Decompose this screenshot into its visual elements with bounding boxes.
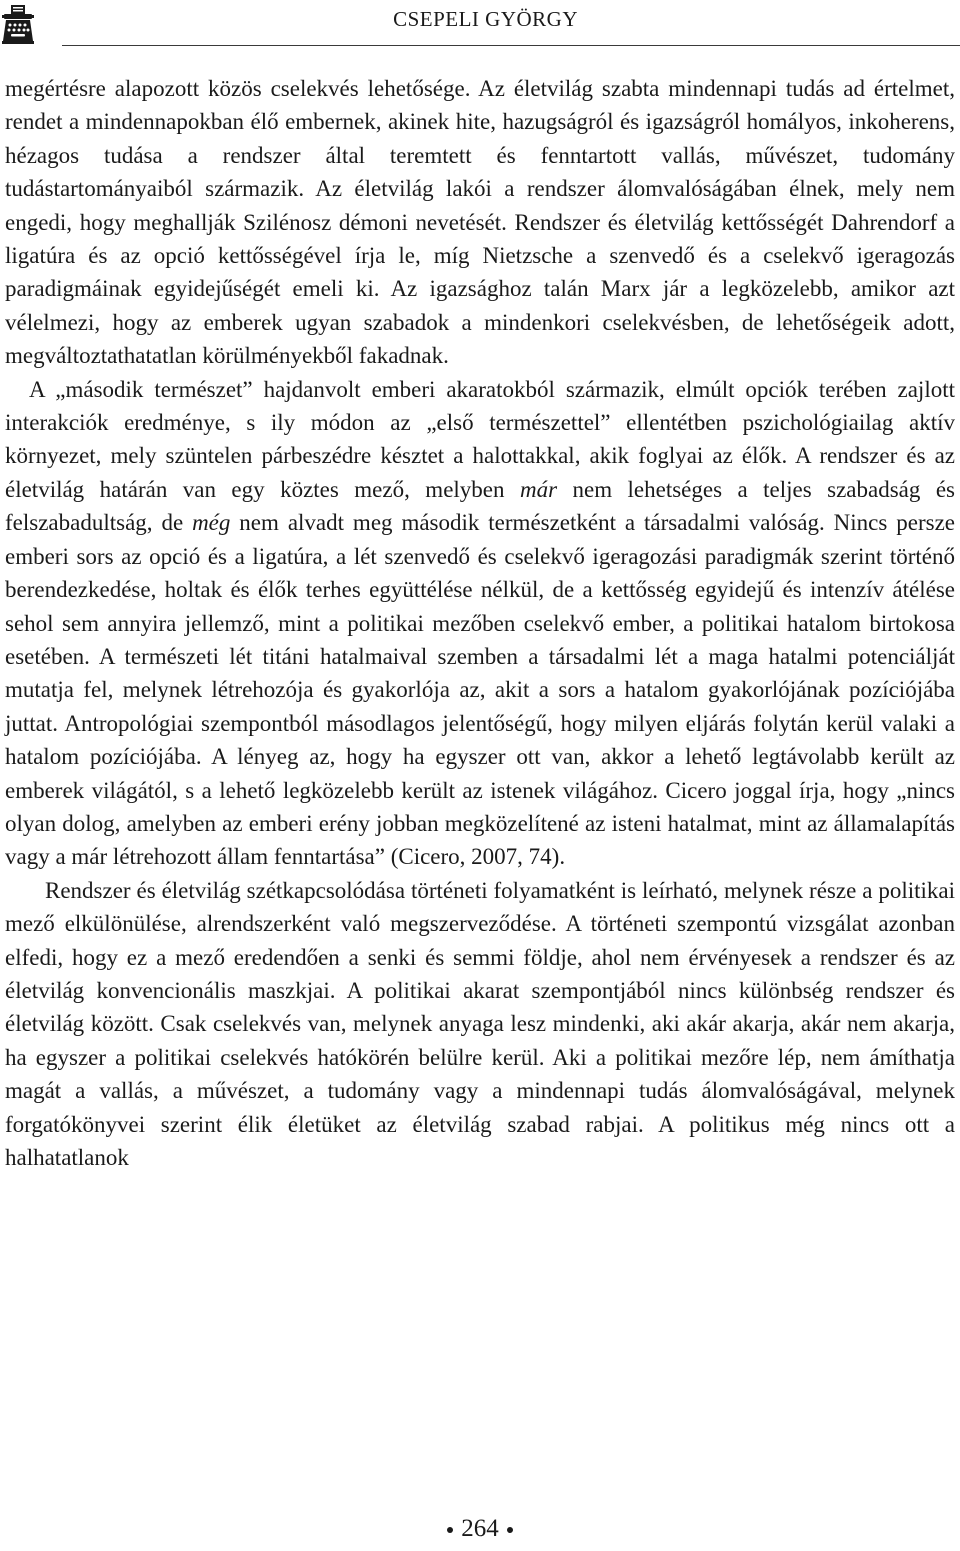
italic-text: még [192, 510, 231, 536]
text-segment: nem alvadt meg második természetként a társadalmi valóság. Nincs persze emberi sors az opció és a ligatúra, a lét szenvedő és cselekvő igeragozási paradigmák szerint történő berendezkedése, holtak és élők terhes együttélése nélkül, de a kettősség egyidejű és intenzív átélése sehol sem annyira jellemző, mint a politikai mezőben cselekvő ember, a politikai hatalom birtokosa esetében. A természeti lét titáni hatalmaival szemben a társadalmi lét a maga hatalmi potenciálját mutatja fel, melynek létrehozója és gyakorlója az, akit a sors a hatalom gyakorlójának pozíciójába juttat. Antropológiai szempontból másodlagos jelentőségű, hogy milyen eljárás folytán kerül valaki a hatalom pozíciójába. A lényeg az, hogy ha egyszer ott van, akkor a lehető legtávolabb került az emberek világától, s a lehető legközelebb került az istenek világához. Cicero joggal írja, hogy „nincs olyan dolog, amelyben az emberi erény jobban megközelítené az isteni hatalmat, mint az államalapítás vagy a már létrehozott állam fenntartása” (Cicero, 2007, 74). [5, 510, 955, 870]
bullet-right [507, 1527, 513, 1533]
text-segment: megértésre alapozott közös cselekvés lehetősége. Az életvilág szabta mindennapi tudás ad értelmet, rendet a mindennapokban élő embernek, akinek hite, hazugságról és igazságról homályos, inkoherens, hézagos tudása a rendszer által teremtett és fenntartott vallás, művészet, tudomány tudástartományaiból származik. Az életvilág lakói a rendszer álomvalóságában élnek, mely nem engedi, hogy meghallják Szilénosz démoni nevetését. Rendszer és életvilág kettősségét Dahrendorf a ligatúra és az opció kettősségével írja le, míg Nietzsche a szenvedő és a cselekvő igeragozás paradigmáinak egyidejűségét emeli ki. Az igazsághoz talán Marx jár a legközelebb, amikor azt vélelmezi, hogy az emberek ugyan szabadok a mindenkori cselekvésben, de lehetőségeik adott, megváltoztathatatlan körülményekből fakadnak. [5, 76, 955, 369]
paragraph-1 [5, 72, 955, 373]
text-segment: nem lehetséges a teljes szabadság és felszabadultság, de [5, 476, 955, 536]
header-rule [62, 45, 960, 46]
page-number-text: 264 [461, 1515, 499, 1542]
typewriter-icon [2, 3, 34, 45]
page-number [0, 1515, 960, 1543]
paragraph-3 [5, 874, 955, 1175]
italic-text: már [519, 476, 558, 502]
bullet-left [447, 1527, 453, 1533]
body-text [5, 72, 955, 1174]
paragraph-2 [5, 373, 955, 874]
text-segment: A „második természet” hajdanvolt emberi akaratokból származik, elmúlt opciók terében zajlott interakciók eredménye, s ily módon az „első természettel” ellentétben pszichológiailag aktív környezet, mely szüntelen párbeszédre késztet a halottakkal, akik foglyai az élők. A rendszer és az életvilág határán van egy köztes mező, melyben [5, 376, 955, 502]
page-header [0, 0, 960, 50]
text-segment: Rendszer és életvilág szétkapcsolódása történeti folyamatként is leírható, melynek része a politikai mező elkülönülése, alrendszerként való megszerveződése. A történeti szempontú vizsgálat azonban elfedi, hogy ez a mező eredendően a senki és semmi földje, ahol nem érvényesek a rendszer és az életvilág konvencionális maszkjai. A politikai akarat szempontjából nincs különbség rendszer és életvilág között. Csak cselekvés van, melynek anyaga lesz mindenki, aki akár akarja, akár nem akarja, ha egyszer a politikai cselekvés hatókörén belülre kerül. Aki a politikai mezőre lép, nem ámíthatja magát a vallás, a művészet, a tudomány vagy a mindennapi tudás álomvalóságával, melynek forgatókönyvei szerint élik életüket az életvilág szabad rabjai. A politikus még nincs ott a halhatatlanok [5, 877, 955, 1170]
running-head-title: CSEPELI GYÖRGY [393, 7, 578, 31]
